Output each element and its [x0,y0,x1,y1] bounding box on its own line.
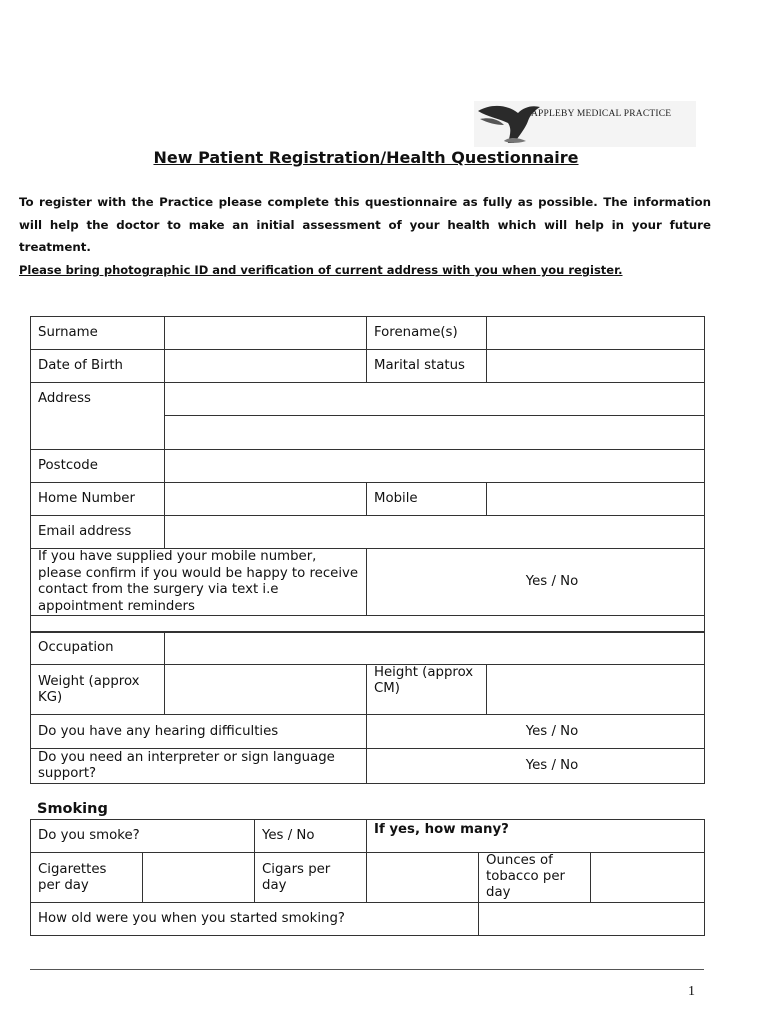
email-label: Email address [31,516,165,549]
tobacco-field[interactable] [591,853,705,903]
weight-label [31,665,165,715]
mobile-field[interactable] [487,483,705,516]
surname-label: Surname [31,317,165,350]
forenames-label: Forename(s) [367,317,487,350]
occupation-field[interactable] [165,632,705,665]
address-line-2-field[interactable] [165,416,705,450]
sms-consent-answer[interactable]: Yes / No [367,549,705,616]
home-number-label: Home Number [31,483,165,516]
logo-text: APPLEBY MEDICAL PRACTICE [531,109,672,119]
hearing-answer[interactable]: Yes / No [367,715,705,749]
cigars-label [255,853,367,903]
occupation-label-text: Occupation [38,640,114,655]
smoking-table [30,819,705,936]
dob-label: Date of Birth [31,350,165,383]
footer-rule [30,969,704,970]
page-title: New Patient Registration/Health Questionnaire [153,148,579,167]
sms-consent-question: If you have supplied your mobile number, please confirm if you would be happy to receive contact from the surgery via text i.e appointment reminders [31,549,367,616]
address-label: Address [31,383,165,450]
interpreter-answer[interactable]: Yes / No [367,749,705,784]
postcode-label: Postcode [31,450,165,483]
weight-label-text: Weight (approx KG) [38,673,140,705]
email-field[interactable] [165,516,705,549]
weight-field[interactable] [165,665,367,715]
practice-logo [474,101,696,147]
marital-status-field[interactable] [487,350,705,383]
height-label-text: Height (approx CM) [374,665,474,696]
surname-field[interactable] [165,317,367,350]
tobacco-label [479,853,591,903]
cigarettes-label-text: Cigarettes per day [38,861,107,893]
page-number: 1 [688,984,695,999]
mobile-label: Mobile [367,483,487,516]
other-details-table [30,631,705,784]
hearing-question: Do you have any hearing difficulties [31,715,367,749]
smoke-answer[interactable]: Yes / No [255,820,367,853]
bird-logo-icon [474,101,696,147]
height-field[interactable] [487,665,705,715]
forenames-field[interactable] [487,317,705,350]
smoke-question: Do you smoke? [31,820,255,853]
occupation-label [31,632,165,665]
cigarettes-label [31,853,143,903]
smoking-heading: Smoking [37,801,108,817]
intro-paragraph: To register with the Practice please complete this questionnaire as fully as possible. The information will help the doctor to make an initial assessment of your health which will help in your future treatment. [19,195,711,254]
dob-field[interactable] [165,350,367,383]
cigars-field[interactable] [367,853,479,903]
how-many-label: If yes, how many? [367,820,705,853]
address-line-1-field[interactable] [165,383,705,416]
cigarettes-field[interactable] [143,853,255,903]
started-age-question: How old were you when you started smoking? [31,903,479,936]
personal-details-table [30,316,705,633]
tobacco-label-text: Ounces of tobacco per day [486,853,566,900]
spacer-row [31,616,705,633]
home-number-field[interactable] [165,483,367,516]
interpreter-question: Do you need an interpreter or sign language support? [31,749,367,784]
started-age-field[interactable] [479,903,705,936]
postcode-field[interactable] [165,450,705,483]
cigars-label-text: Cigars per day [262,861,331,893]
marital-status-label: Marital status [367,350,487,383]
id-notice: Please bring photographic ID and verification of current address with you when you register. [19,263,623,277]
height-label [367,665,487,715]
